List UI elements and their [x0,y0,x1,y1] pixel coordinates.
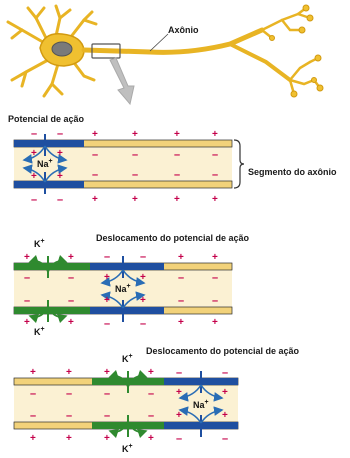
potassium-ion-label-top-2: K+ [34,238,45,249]
svg-text:+: + [178,252,184,263]
svg-text:–: – [178,272,185,284]
svg-text:–: – [30,388,37,400]
svg-text:+: + [132,129,138,140]
svg-text:–: – [148,388,155,400]
svg-text:+: + [30,367,36,378]
action-potential-title: Potencial de ação [8,114,85,124]
svg-text:+: + [222,387,228,398]
svg-text:+: + [212,194,218,205]
svg-text:+: + [140,272,146,283]
svg-text:–: – [176,433,183,445]
svg-text:+: + [68,252,74,263]
svg-text:+: + [174,129,180,140]
svg-text:–: – [31,128,38,140]
svg-text:+: + [104,272,110,283]
svg-text:–: – [24,272,31,284]
svg-text:+: + [24,252,30,263]
svg-text:+: + [31,171,37,182]
svg-text:–: – [30,410,37,422]
svg-text:+: + [104,367,110,378]
svg-text:–: – [178,295,185,307]
svg-text:+: + [176,387,182,398]
svg-text:–: – [66,388,73,400]
svg-text:–: – [212,295,219,307]
zoom-arrow [110,58,134,104]
sodium-ion-label: Na+ [37,158,53,169]
svg-text:+: + [140,295,146,306]
svg-text:–: – [222,367,229,379]
svg-text:–: – [212,169,219,181]
svg-text:–: – [104,318,111,330]
svg-text:+: + [57,148,63,159]
svg-text:–: – [132,169,139,181]
svg-text:–: – [57,128,64,140]
svg-text:–: – [104,251,111,263]
svg-text:–: – [212,272,219,284]
svg-text:+: + [92,129,98,140]
svg-text:+: + [30,433,36,444]
axon-leader-line [150,34,168,51]
potassium-ion-label-bottom-2: K+ [34,326,45,337]
svg-text:–: – [148,410,155,422]
svg-text:–: – [176,367,183,379]
svg-text:–: – [140,251,147,263]
svg-text:–: – [92,149,99,161]
svg-text:+: + [132,194,138,205]
svg-text:–: – [66,410,73,422]
svg-text:–: – [68,272,75,284]
svg-text:+: + [176,410,182,421]
sodium-ion-label-2: Na+ [115,283,131,294]
svg-text:+: + [212,252,218,263]
axon-segment-label: Segmento do axônio [248,167,337,177]
svg-text:+: + [92,194,98,205]
svg-text:+: + [66,433,72,444]
svg-text:–: – [104,410,111,422]
svg-text:+: + [212,129,218,140]
svg-text:+: + [31,148,37,159]
svg-text:–: – [68,295,75,307]
axon-label: Axônio [168,25,199,35]
svg-text:–: – [57,194,64,206]
svg-text:–: – [222,433,229,445]
svg-text:+: + [57,171,63,182]
neuron-illustration [8,5,323,97]
potassium-ion-label-top-3: K+ [122,353,133,364]
svg-text:+: + [222,410,228,421]
svg-text:–: – [31,194,38,206]
svg-text:–: – [92,169,99,181]
propagation-title-1: Deslocamento do potencial de ação [96,233,250,243]
svg-text:+: + [174,194,180,205]
svg-text:–: – [174,169,181,181]
sodium-ion-label-3: Na+ [193,399,209,410]
svg-text:–: – [140,318,147,330]
svg-text:+: + [178,317,184,328]
svg-text:+: + [104,295,110,306]
svg-text:–: – [212,149,219,161]
svg-text:+: + [104,433,110,444]
svg-text:+: + [212,317,218,328]
svg-text:+: + [66,367,72,378]
svg-text:–: – [132,149,139,161]
svg-text:+: + [148,367,154,378]
propagation-title-2: Deslocamento do potencial de ação [146,346,300,356]
svg-text:+: + [68,317,74,328]
svg-text:+: + [148,433,154,444]
svg-text:+: + [24,317,30,328]
segment-brace [234,140,244,188]
svg-text:–: – [174,149,181,161]
potassium-ion-label-bottom-3: K+ [122,443,133,454]
svg-text:–: – [24,295,31,307]
svg-text:–: – [104,388,111,400]
